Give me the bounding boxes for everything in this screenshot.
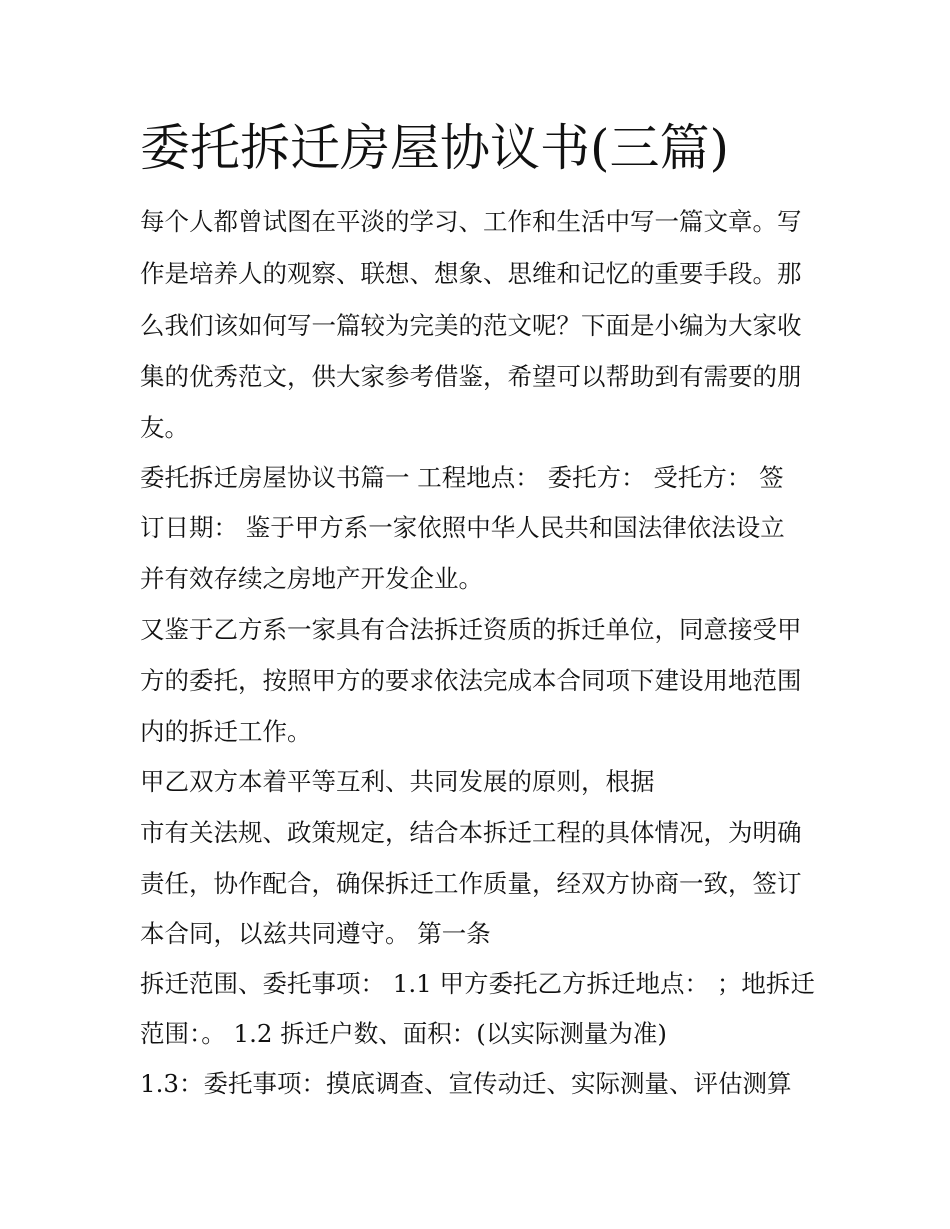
body-line-15: 本合同，以兹共同遵守。 第一条 (140, 919, 491, 948)
body-line-8: 并有效存续之房地产开发企业。 (140, 564, 483, 593)
body-line-6: 委托拆迁房屋协议书篇一 工程地点： 委托方： 受托方： 签 (140, 463, 784, 492)
body-line-13: 市有关法规、政策规定，结合本拆迁工程的具体情况，为明确 (140, 818, 802, 847)
body-line-10: 方的委托，按照甲方的要求依法完成本合同项下建设用地范围 (140, 666, 802, 695)
document-title: 委托拆迁房屋协议书(三篇) (140, 119, 730, 177)
body-line-17: 范围：。 1.2 拆迁户数、面积：(以实际测量为准) (140, 1019, 667, 1048)
body-line-12: 甲乙双方本着平等互利、共同发展的原则，根据 (140, 767, 655, 796)
body-line-3: 么我们该如何写一篇较为完美的范文呢？下面是小编为大家收 (140, 311, 802, 340)
body-line-9: 又鉴于乙方系一家具有合法拆迁资质的拆迁单位，同意接受甲 (140, 615, 802, 644)
body-line-16: 拆迁范围、委托事项： 1.1 甲方委托乙方拆迁地点： ；地拆迁 (140, 969, 815, 998)
body-line-18: 1.3：委托事项：摸底调查、宣传动迁、实际测量、评估测算 (140, 1069, 792, 1098)
body-line-7: 订日期： 鉴于甲方系一家依照中华人民共和国法律依法设立 (140, 513, 785, 542)
body-line-11: 内的拆迁工作。 (140, 717, 312, 746)
body-line-4: 集的优秀范文，供大家参考借鉴，希望可以帮助到有需要的朋 (140, 362, 802, 391)
body-line-5: 友。 (140, 413, 189, 442)
body-line-14: 责任，协作配合，确保拆迁工作质量，经双方协商一致，签订 (140, 869, 802, 898)
body-line-1: 每个人都曾试图在平淡的学习、工作和生活中写一篇文章。写 (140, 207, 802, 236)
body-line-2: 作是培养人的观察、联想、想象、思维和记忆的重要手段。那 (140, 259, 802, 288)
